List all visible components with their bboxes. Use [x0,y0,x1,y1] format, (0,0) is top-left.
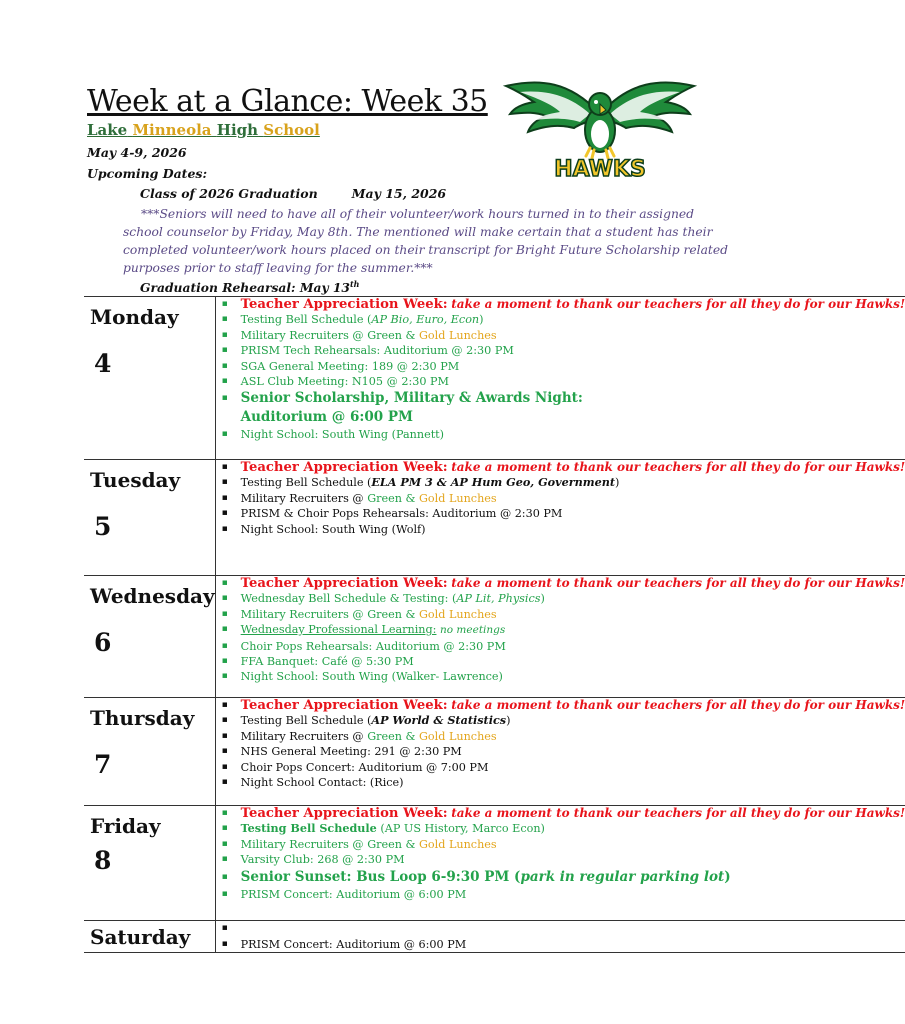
day-number: 8 [94,846,112,875]
list-item: ▪ Choir Pops Rehearsals: Auditorium @ 2:30 PM [222,639,905,654]
day-name: Tuesday [90,468,181,492]
hawk-logo-icon [500,72,700,182]
day-number: 4 [94,349,112,378]
list-item: ▪ Testing Bell Schedule (AP Bio, Euro, Econ) [222,312,905,327]
rehearsal-line [140,279,360,295]
day-name: Saturday [90,925,191,949]
day-cell [84,576,215,698]
day-row-friday [84,806,905,921]
list-item: ▪ FFA Banquet: Café @ 5:30 PM [222,654,905,669]
day-row-tuesday [84,460,905,576]
rehearsal-label: Graduation Rehearsal: May 13 [140,280,350,296]
list-item: ▪ Testing Bell Schedule (AP US History, Marco Econ) [222,821,905,836]
list-item: ▪ Teacher Appreciation Week: take a moment to thank our teachers for all they do for our Hawks! [222,576,905,591]
list-item: ▪ Night School: South Wing (Walker- Lawrence) [222,669,905,684]
upcoming-label: Upcoming Dates: [87,166,208,181]
list-item: ▪ Teacher Appreciation Week: take a moment to thank our teachers for all they do for our Hawks! [222,297,905,312]
day-number: 5 [94,512,112,541]
day-cell [84,806,215,921]
list-item: ▪ PRISM Concert: Auditorium @ 6:00 PM [222,937,905,952]
list-item: ▪ NHS General Meeting: 291 @ 2:30 PM [222,744,905,759]
events-cell [215,297,905,460]
list-item: ▪ ASL Club Meeting: N105 @ 2:30 PM [222,374,905,389]
list-item: ▪ PRISM Concert: Auditorium @ 6:00 PM [222,887,905,902]
list-item: ▪ Wednesday Professional Learning: no meetings [222,622,905,638]
list-item: ▪ Night School Contact: (Rice) [222,775,905,790]
list-item: ▪ PRISM & Choir Pops Rehearsals: Auditorium @ 2:30 PM [222,506,905,521]
graduation-label: Class of 2026 Graduation [140,186,318,201]
school-name [87,121,320,139]
school-word-school: School [263,121,320,139]
list-item: ▪ Military Recruiters @ Green & Gold Lunches [222,607,905,622]
list-item: ▪ Night School: South Wing (Pannett) [222,427,905,442]
list-item: ▪ Wednesday Bell Schedule & Testing: (AP Lit, Physics) [222,591,905,606]
graduation-date: May 15, 2026 [351,186,447,201]
list-item: ▪ SGA General Meeting: 189 @ 2:30 PM [222,359,905,374]
day-cell [84,921,215,953]
day-name: Monday [90,305,179,329]
events-cell [215,921,905,953]
day-number: 7 [94,750,112,779]
list-item: ▪ Senior Sunset: Bus Loop 6-9:30 PM (park in regular parking lot) [222,868,905,887]
list-item: ▪ Military Recruiters @ Green & Gold Lunches [222,491,905,506]
list-item: ▪ Choir Pops Concert: Auditorium @ 7:00 PM [222,760,905,775]
school-word-minneola: Minneola [132,121,212,139]
schedule-table [84,296,905,953]
list-item: ▪ Military Recruiters @ Green & Gold Lunches [222,328,905,343]
day-name: Thursday [90,706,195,730]
week-dates: May 4-9, 2026 [87,145,187,160]
page-title: Week at a Glance: Week 35 [87,84,488,119]
list-item: ▪ Senior Scholarship, Military & Awards Night: Auditorium @ 6:00 PM [222,389,905,427]
list-item: ▪ Teacher Appreciation Week: take a moment to thank our teachers for all they do for our Hawks! [222,698,905,713]
list-item: ▪ Night School: South Wing (Wolf) [222,522,905,537]
day-row-monday [84,297,905,460]
list-item: ▪ Testing Bell Schedule (AP World & Statistics) [222,713,905,728]
school-word-lake: Lake [87,121,128,139]
graduation-line [140,186,446,201]
list-item: ▪ Military Recruiters @ Green & Gold Lunches [222,729,905,744]
day-row-wednesday [84,576,905,698]
events-cell [215,698,905,806]
rehearsal-sup: th [349,279,360,289]
day-cell [84,297,215,460]
events-cell [215,806,905,921]
list-item [222,921,905,937]
list-item: ▪ Teacher Appreciation Week: take a moment to thank our teachers for all they do for our Hawks! [222,806,905,821]
volunteer-note: ***Seniors will need to have all of their volunteer/work hours turned in to their assigned school counselor by Friday, May 8th. The mentioned will make certain that a student has their completed volunteer/work hours placed on their transcript for Bright Future Scholarship related purposes prior to staff leaving for the summer.*** [123,207,728,275]
day-row-saturday [84,921,905,953]
school-word-high: High [216,121,259,139]
list-item: ▪ Varsity Club: 268 @ 2:30 PM [222,852,905,867]
day-number: 6 [94,628,112,657]
list-item: ▪ Testing Bell Schedule (ELA PM 3 & AP Hum Geo, Government) [222,475,905,490]
day-cell [84,460,215,576]
list-item: ▪ PRISM Tech Rehearsals: Auditorium @ 2:30 PM [222,343,905,358]
events-cell [215,576,905,698]
day-name: Friday [90,814,161,838]
day-row-thursday [84,698,905,806]
day-name: Wednesday [90,584,215,608]
logo-text: HAWKS [554,157,646,182]
events-cell [215,460,905,576]
list-item: ▪ Teacher Appreciation Week: take a moment to thank our teachers for all they do for our Hawks! [222,460,905,475]
day-cell [84,698,215,806]
list-item: ▪ Military Recruiters @ Green & Gold Lunches [222,837,905,852]
